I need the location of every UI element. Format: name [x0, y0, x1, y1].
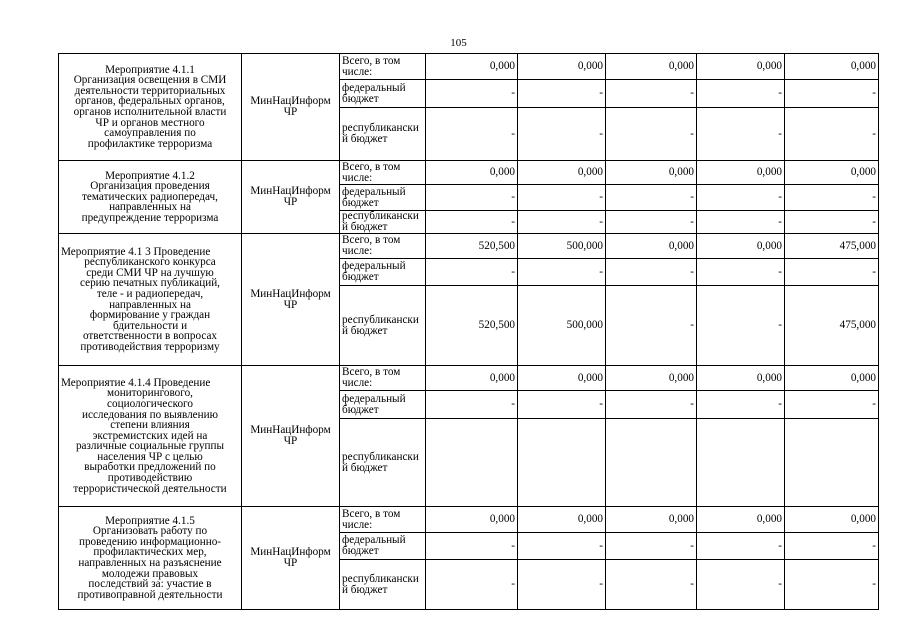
measure-title-line: профилактике терроризма	[87, 137, 213, 150]
measure-title-line: последствий за: участие в	[88, 578, 212, 591]
amount-cell: -	[606, 80, 697, 108]
amount-cell: -	[518, 533, 606, 560]
funding-source	[340, 366, 426, 391]
measure-title-line: Мероприятие 4.1 3 Проведение	[61, 245, 211, 258]
funding-source-line: бюджет	[342, 271, 379, 283]
amount-cell: 0,000	[785, 366, 879, 391]
funding-source-line: числе:	[342, 518, 373, 531]
measure-title-line: направленных на разъяснение	[78, 557, 222, 569]
measure-title-line: Организовать работу по	[92, 525, 208, 538]
measure-title-line: направленных на	[109, 298, 191, 311]
measure-title	[59, 161, 242, 234]
amount-cell: -	[697, 108, 785, 161]
amount-cell: 0,000	[518, 161, 606, 185]
amount-cell: -	[518, 108, 606, 161]
amount-cell	[606, 419, 697, 507]
measure-title-line: республиканского конкурса	[84, 256, 216, 269]
measure-title-line: степени влияния	[110, 419, 190, 432]
amount-cell: -	[426, 259, 518, 286]
executor-line: МинНацИнформ	[250, 546, 331, 559]
amount-cell: -	[606, 391, 697, 419]
amount-cell: -	[606, 185, 697, 211]
measure-title-line: мониторингового,	[107, 387, 193, 400]
table-row	[59, 54, 879, 80]
funding-source-line: республикански	[342, 572, 419, 585]
amount-cell: 475,000	[785, 286, 879, 366]
amount-cell: -	[518, 259, 606, 286]
measure-title-line: серию печатных публикаций,	[80, 277, 220, 290]
amount-cell: 0,000	[697, 234, 785, 259]
funding-source	[340, 54, 426, 80]
funding-source-line: федеральный	[342, 185, 406, 198]
measure-title-line: экстремистских идей на	[92, 429, 208, 442]
funding-source-line: й бюджет	[342, 221, 388, 233]
measure-title-line: теле - и радиопередач,	[96, 287, 204, 300]
funding-source	[340, 391, 426, 419]
executor-line: МинНацИнформ	[250, 185, 331, 198]
funding-source-line: бюджет	[342, 196, 379, 209]
amount-cell: 0,000	[426, 54, 518, 80]
funding-source	[340, 507, 426, 533]
amount-cell: 0,000	[606, 366, 697, 391]
amount-cell: -	[697, 533, 785, 560]
executor-line: ЧР	[283, 106, 298, 118]
measure-title-line: предупреждение терроризма	[81, 211, 219, 224]
amount-cell: 0,000	[697, 161, 785, 185]
executor-line: ЧР	[283, 298, 298, 311]
executor-cell	[242, 507, 340, 610]
funding-source	[340, 533, 426, 560]
amount-cell: -	[518, 185, 606, 211]
funding-source-line: й бюджет	[342, 461, 388, 474]
amount-cell: -	[697, 259, 785, 286]
amount-cell: 0,000	[606, 54, 697, 80]
amount-cell: 520,500	[426, 234, 518, 259]
funding-source	[340, 108, 426, 161]
measure-title-line: населения ЧР с целью	[97, 450, 203, 463]
amount-cell: 0,000	[606, 507, 697, 533]
amount-cell: -	[606, 108, 697, 161]
amount-cell: 500,000	[518, 234, 606, 259]
funding-source-line: бюджет	[342, 92, 379, 105]
amount-cell: -	[518, 391, 606, 419]
executor-line: МинНацИнформ	[250, 424, 331, 437]
amount-cell: -	[785, 211, 879, 234]
funding-source-line: Всего, в том	[342, 366, 401, 379]
amount-cell	[426, 419, 518, 507]
funding-source-line: республикански	[342, 313, 419, 326]
amount-cell: -	[697, 185, 785, 211]
measure-title-line: тематических радиопередач,	[82, 190, 218, 203]
measure-title	[59, 507, 242, 610]
measure-title-line: социологического	[107, 397, 193, 410]
table-row	[59, 366, 879, 391]
funding-source-line: республикански	[342, 450, 419, 463]
amount-cell: -	[426, 80, 518, 108]
funding-source	[340, 211, 426, 234]
amount-cell: -	[606, 533, 697, 560]
measure-title-line: органов, федеральных органов,	[75, 95, 225, 108]
funding-source	[340, 560, 426, 610]
amount-cell: 0,000	[785, 54, 879, 80]
amount-cell: -	[426, 108, 518, 161]
executor-cell	[242, 161, 340, 234]
amount-cell: -	[518, 560, 606, 610]
amount-cell: -	[785, 80, 879, 108]
amount-cell: 0,000	[518, 54, 606, 80]
executor-line: МинНацИнформ	[250, 95, 331, 108]
measure-title-line: Мероприятие 4.1.2	[105, 169, 195, 182]
funding-source	[340, 185, 426, 211]
measure-title	[59, 234, 242, 366]
table-body	[59, 54, 879, 610]
executor-cell	[242, 54, 340, 161]
table-row	[59, 161, 879, 185]
measure-title-line: террористической деятельности	[73, 482, 227, 495]
measure-title-line: Мероприятие 4.1.5	[105, 514, 195, 527]
measure-title-line: противоправной деятельности	[77, 588, 223, 601]
measure-title-line: исследования по выявлению	[82, 408, 218, 421]
amount-cell: 475,000	[785, 234, 879, 259]
funding-source	[340, 80, 426, 108]
funding-source-line: Всего, в том	[342, 54, 401, 67]
funding-source-line: числе:	[342, 377, 373, 389]
amount-cell: -	[606, 211, 697, 234]
funding-source	[340, 234, 426, 259]
amount-cell: 0,000	[697, 507, 785, 533]
measure-title-line: самоуправления по	[104, 127, 196, 140]
amount-cell: -	[697, 286, 785, 366]
measure-title-line: Организация освещения в СМИ	[73, 74, 227, 87]
measure-title-line: профилактических мер,	[93, 546, 207, 559]
amount-cell: -	[785, 533, 879, 560]
amount-cell: 0,000	[697, 366, 785, 391]
measure-title-line: направленных на	[109, 201, 191, 214]
funding-source-line: й бюджет	[342, 324, 388, 337]
measure-title-line: деятельности территориальных	[74, 84, 226, 97]
measure-title-line: Организация проведения	[90, 180, 210, 193]
measure-title-line: Мероприятие 4.1.4 Проведение	[61, 376, 211, 389]
funding-source-line: бюджет	[342, 403, 379, 416]
amount-cell: -	[785, 108, 879, 161]
amount-cell: -	[426, 533, 518, 560]
funding-source	[340, 419, 426, 507]
amount-cell: -	[697, 391, 785, 419]
executor-line: ЧР	[283, 435, 298, 447]
funding-source-line: федеральный	[342, 260, 406, 273]
amount-cell: -	[697, 80, 785, 108]
executor-line: ЧР	[283, 557, 298, 569]
amount-cell: -	[606, 259, 697, 286]
amount-cell: 500,000	[518, 286, 606, 366]
measure-title-line: ЧР и органов местного	[95, 116, 205, 129]
amount-cell: -	[426, 560, 518, 610]
executor-cell	[242, 366, 340, 507]
amount-cell: 0,000	[697, 54, 785, 80]
amount-cell: 0,000	[785, 161, 879, 185]
amount-cell	[697, 419, 785, 507]
amount-cell: -	[426, 211, 518, 234]
executor-cell	[242, 234, 340, 366]
measure-title-line: формирование у граждан	[89, 309, 211, 322]
funding-source-line: федеральный	[342, 534, 406, 547]
measure-title	[59, 54, 242, 161]
funding-source-line: республикански	[342, 122, 419, 135]
amount-cell: -	[785, 560, 879, 610]
amount-cell	[518, 419, 606, 507]
executor-line: МинНацИнформ	[250, 287, 331, 300]
executor-line: ЧР	[283, 196, 298, 208]
measure-title-line: органов исполнительной власти	[73, 106, 227, 118]
amount-cell: -	[518, 211, 606, 234]
measure-title-line: противодействию	[107, 472, 193, 485]
amount-cell: -	[697, 560, 785, 610]
measure-title-line: выработки предложений по	[84, 461, 216, 474]
amount-cell: -	[606, 560, 697, 610]
measure-title-line: проведению информационно-	[78, 535, 222, 548]
funding-source	[340, 161, 426, 185]
amount-cell: 0,000	[426, 366, 518, 391]
funding-source-line: федеральный	[342, 81, 406, 94]
funding-source-line: бюджет	[342, 545, 379, 557]
page-number: 105	[450, 37, 467, 49]
funding-source-line: й бюджет	[342, 583, 388, 596]
table-row	[59, 507, 879, 533]
measure-title-line: бдительности и	[112, 319, 188, 332]
funding-source-line: числе:	[342, 245, 373, 257]
amount-cell: 0,000	[518, 507, 606, 533]
measure-title-line: противодействия терроризму	[80, 340, 220, 353]
measure-title-line: ответственности в вопросах	[82, 330, 218, 343]
table-row	[59, 234, 879, 259]
amount-cell	[785, 419, 879, 507]
amount-cell: -	[518, 80, 606, 108]
funding-source-line: федеральный	[342, 392, 406, 405]
amount-cell: 0,000	[518, 366, 606, 391]
amount-cell: 0,000	[785, 507, 879, 533]
funding-source-line: Всего, в том	[342, 160, 401, 173]
funding-source-line: числе:	[342, 65, 373, 78]
amount-cell: 0,000	[426, 161, 518, 185]
amount-cell: -	[426, 185, 518, 211]
amount-cell: -	[606, 286, 697, 366]
amount-cell: 520,500	[426, 286, 518, 366]
budget-table	[58, 53, 879, 610]
funding-source	[340, 286, 426, 366]
funding-source-line: числе:	[342, 171, 373, 184]
funding-source-line: й бюджет	[342, 133, 388, 145]
measure-title	[59, 366, 242, 507]
amount-cell: -	[697, 211, 785, 234]
amount-cell: 0,000	[426, 507, 518, 533]
measure-title-line: молодежи правовых	[101, 567, 199, 580]
measure-title-line: среди СМИ ЧР на лучшую	[86, 266, 214, 279]
measure-title-line: различные социальные группы	[75, 440, 225, 453]
amount-cell: -	[785, 391, 879, 419]
amount-cell: -	[785, 185, 879, 211]
amount-cell: 0,000	[606, 234, 697, 259]
amount-cell: -	[785, 259, 879, 286]
measure-title-line: Мероприятие 4.1.1	[105, 63, 195, 76]
funding-source-line: Всего, в том	[342, 507, 401, 520]
funding-source-line: Всего, в том	[342, 234, 401, 247]
funding-source	[340, 259, 426, 286]
amount-cell: 0,000	[606, 161, 697, 185]
funding-source-line: республикански	[342, 210, 419, 223]
amount-cell: -	[426, 391, 518, 419]
